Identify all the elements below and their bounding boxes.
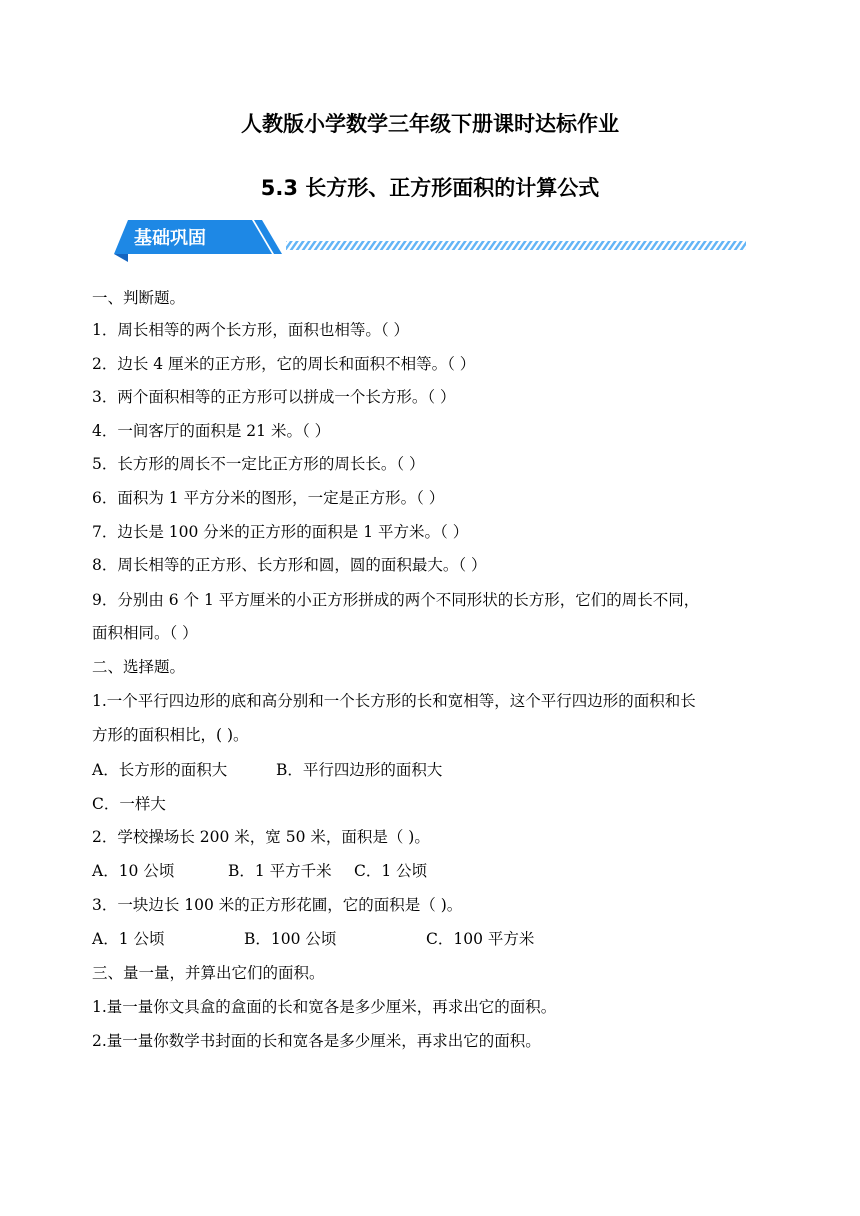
question-1-6: 6．面积为 1 平方分米的图形，一定是正方形。（ ） — [92, 489, 445, 507]
question-3-1: 1.量一量你文具盒的盒面的长和宽各是多少厘米，再求出它的面积。 — [92, 998, 557, 1016]
question-1-4: 4．一间客厅的面积是 21 米。（ ） — [92, 422, 331, 440]
section3-heading: 三、量一量，并算出它们的面积。 — [92, 964, 325, 982]
option-c: C．1 公顷 — [354, 862, 428, 880]
option-b: B．100 公顷 — [244, 930, 337, 948]
option-b: B．平行四边形的面积大 — [276, 761, 443, 779]
option-a: A．10 公顷 — [92, 862, 175, 880]
question-2-3: 3．一块边长 100 米的正方形花圃，它的面积是（ )。 — [92, 896, 463, 914]
question-1-1: 1．周长相等的两个长方形，面积也相等。（ ） — [92, 321, 410, 339]
question-2-1: 1.一个平行四边形的底和高分别和一个长方形的长和宽相等，这个平行四边形的面积和长 — [92, 692, 696, 710]
option-c: C．100 平方米 — [426, 930, 535, 948]
question-2-3-options — [92, 929, 534, 949]
page-title: 人教版小学数学三年级下册课时达标作业 — [241, 112, 619, 136]
question-2-1-options — [92, 760, 442, 780]
section1-heading: 一、判断题。 — [92, 289, 186, 307]
question-1-3: 3．两个面积相等的正方形可以拼成一个长方形。（ ） — [92, 388, 456, 406]
option-a: A．1 公顷 — [92, 930, 165, 948]
question-2-2: 2．学校操场长 200 米，宽 50 米，面积是（ )。 — [92, 828, 430, 846]
question-2-1-cont: 方形的面积相比，( )。 — [92, 726, 249, 744]
option-c: C．一样大 — [92, 795, 166, 813]
question-2-2-options — [92, 861, 427, 881]
section2-heading: 二、选择题。 — [92, 658, 186, 676]
question-1-5: 5．长方形的周长不一定比正方形的周长长。（ ） — [92, 455, 425, 473]
option-b: B．1 平方千米 — [228, 862, 332, 880]
option-a: A．长方形的面积大 — [92, 761, 228, 779]
question-1-9: 9．分别由 6 个 1 平方厘米的小正方形拼成的两个不同形状的长方形，它们的周长不同， — [92, 591, 700, 609]
section-banner — [114, 218, 754, 262]
question-1-9-cont: 面积相同。（ ） — [92, 624, 198, 642]
question-1-2: 2．边长 4 厘米的正方形，它的周长和面积不相等。（ ） — [92, 355, 476, 373]
question-1-8: 8．周长相等的正方形、长方形和圆，圆的面积最大。（ ） — [92, 556, 487, 574]
page-subtitle: 5.3 长方形、正方形面积的计算公式 — [260, 176, 600, 200]
banner-label: 基础巩固 — [134, 228, 206, 249]
question-3-2: 2.量一量你数学书封面的长和宽各是多少厘米，再求出它的面积。 — [92, 1032, 541, 1050]
question-1-7: 7．边长是 100 分米的正方形的面积是 1 平方米。（ ） — [92, 523, 469, 541]
